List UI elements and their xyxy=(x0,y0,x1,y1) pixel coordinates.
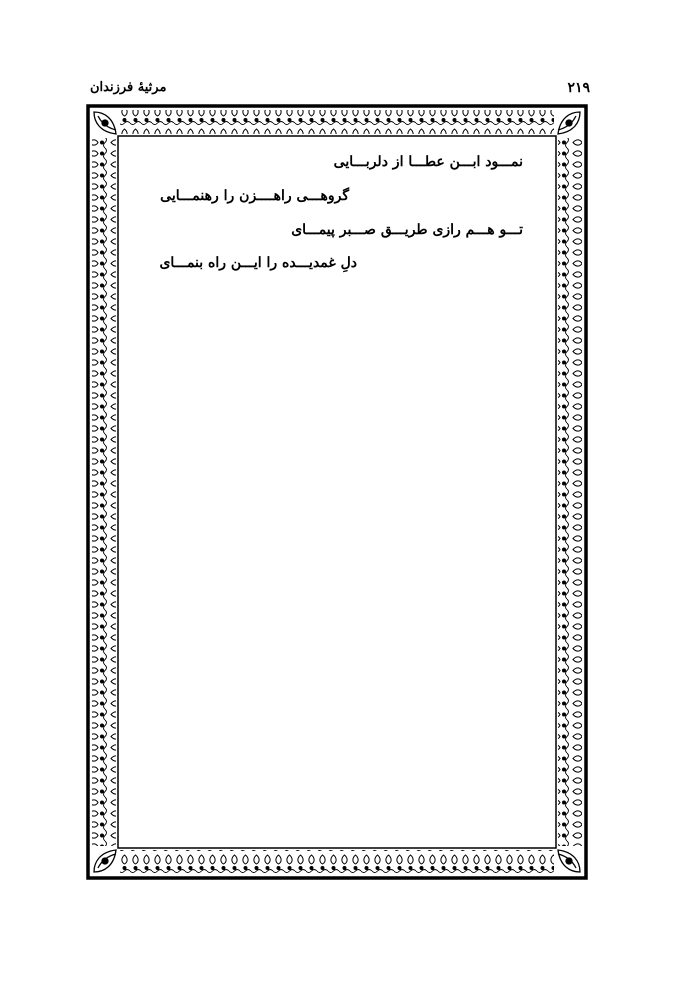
ornamental-border xyxy=(86,104,588,880)
verse-line-4: دلِ غمدیـــده را ایـــن راه بنمـــای xyxy=(159,255,357,271)
running-header xyxy=(90,80,590,102)
book-title: مرثیهٔ فرزندان xyxy=(90,80,167,95)
verse-line-1: نمـــود ابـــن عطـــا از دلربـــایی xyxy=(333,154,523,170)
verse-line-2: گروهـــی راهــــزن را رهنمـــایی xyxy=(160,188,349,204)
page-number: ۲۱۹ xyxy=(567,80,590,96)
verse-line-3: تـــو هـــم رازی طریـــق صـــبر پیمـــای xyxy=(291,222,523,238)
